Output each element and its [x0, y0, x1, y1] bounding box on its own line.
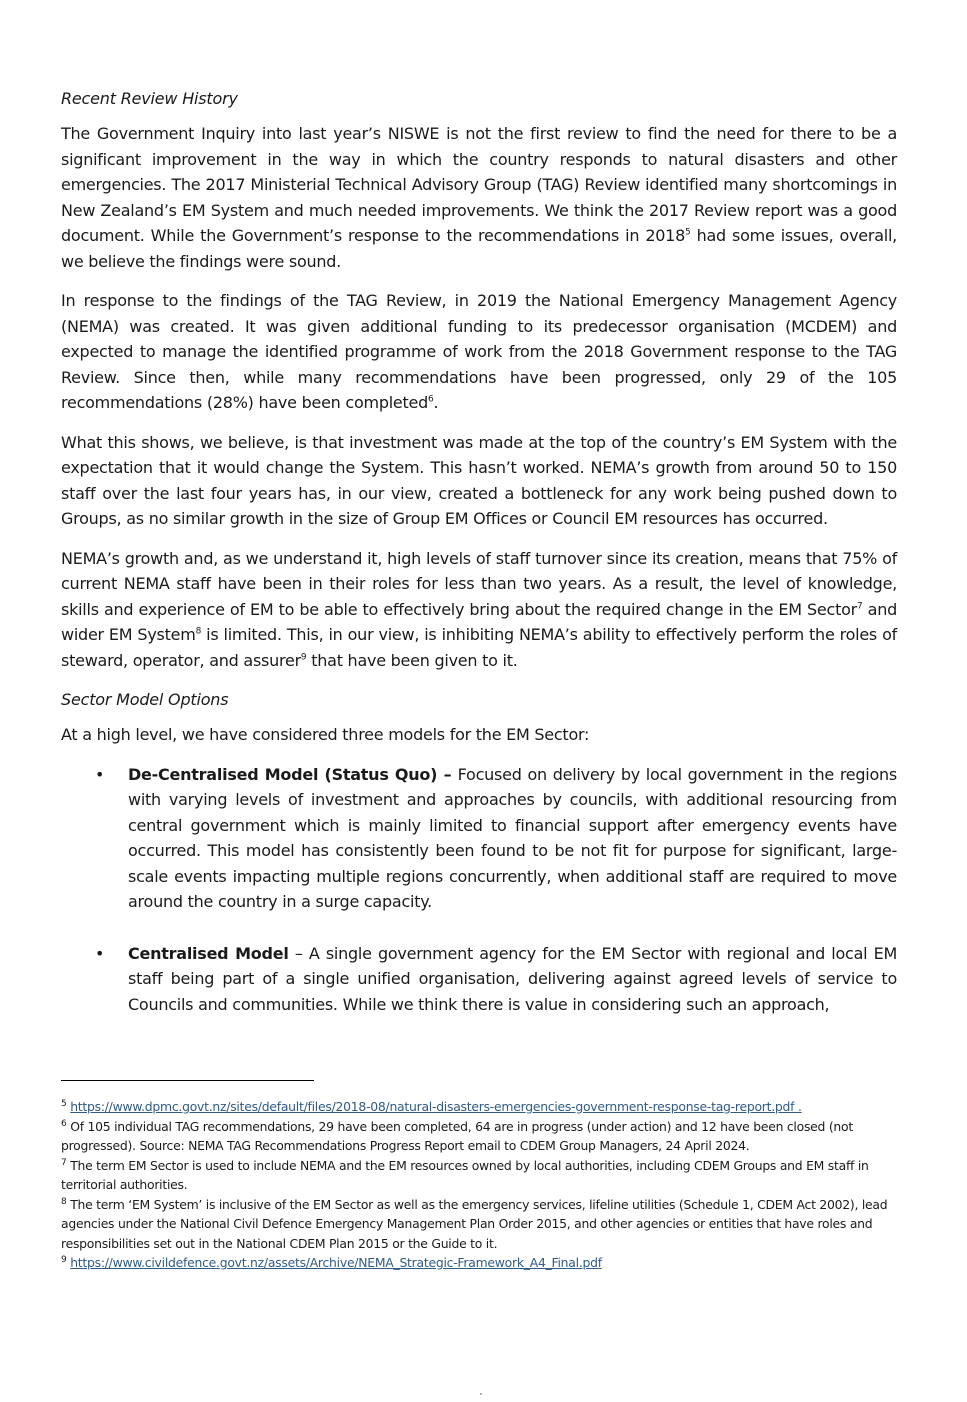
footnote-ref-7[interactable]: 7 [856, 601, 863, 612]
footnote-9: $^9$ https://www.civildefence.govt.nz/assets/Archive/NEMA_Strategic-Framework_A4_Final.pdf [61, 1254, 602, 1270]
footnote-link-civildefence[interactable]: https://www.civildefence.govt.nz/assets/Archive/NEMA_Strategic-Framework_A4_Final.pdf [70, 1255, 602, 1270]
footnote-separator [61, 1080, 314, 1081]
section-heading-sector-models: Sector Model Options [61, 690, 229, 709]
model-title: Centralised Model [128, 943, 289, 963]
bullet-icon: • [95, 943, 105, 963]
footnote-ref-5[interactable]: 5 [685, 227, 691, 238]
section-heading-recent-review: Recent Review History [61, 89, 238, 108]
model-description: Focused on delivery by local government in the regions with varying levels of investment and approaches by councils, with additional resourcing from central government which is mainly limited to financial support after emergency events have occurred. This model has consistently been found to be not fit for purpose for significant, large-scale events impacting multiple regions concurrently, when additional staff are required to move around the country in a surge capacity. [128, 764, 898, 911]
paragraph-nema-created: In response to the findings of the TAG Review, in 2019 the National Emergency Management Agency (NEMA) was created. It was given additional funding to its predecessor organisation (MCDEM) and expected to manage the identified programme of work from the 2018 Government response to the TAG Review. Since then, while many recommendations have been progressed, only 29 of the 105 recommendations (28%) have been completed$^6$. [61, 291, 897, 412]
paragraph-nema-growth: NEMA’s growth and, as we understand it, high levels of staff turnover since its creation, means that 75% of current NEMA staff have been in their roles for less than two years. As a result, the level of knowledge, skills and experience of EM to be able to effectively bring about the required change in the EM Sector$^7$ and wider EM System$^8$ is limited. This, in our view, is inhibiting NEMA’s ability to effectively perform the roles of steward, operator, and assurer$^9$ that have been given to it. [61, 548, 898, 670]
page-marker [480, 1393, 482, 1395]
model-title: De-Centralised Model (Status Quo) [128, 764, 438, 784]
document-body [61, 86, 897, 1017]
model-description: A single government agency for the EM Sector with regional and local EM staff being part of a single unified organisation, delivering against agreed levels of service to Councils and communities. While we think there is value in considering such an approach, [128, 943, 898, 1014]
models-list [61, 762, 897, 1018]
footnote-link-dpmc[interactable]: https://www.dpmc.govt.nz/sites/default/files/2018-08/natural-disasters-emergencies-government-response-tag-report.pdf . [70, 1099, 802, 1114]
paragraph-government-inquiry: The Government Inquiry into last year’s NISWE is not the first review to find the need for there to be a significant improvement in the way in which the country responds to natural disasters and other emergencies. The 2017 Ministerial Technical Advisory Group (TAG) Review identified many shortcomings in New Zealand’s EM System and much needed improvements. We think the 2017 Review report was a good document. While the Government’s response to the recommendations in 2018$^5$ had some issues, overall, we believe the findings were sound. [61, 124, 898, 271]
list-item-decentralised-model: • De-Centralised Model (Status Quo) – Focused on delivery by local government in the regions with varying levels of investment and approaches by councils, with additional resourcing from central government which is mainly limited to financial support after emergency events have occurred. This model has consistently been found to be not fit for purpose for significant, large-scale events impacting multiple regions concurrently, when additional staff are required to move around the country in a surge capacity. [61, 762, 897, 915]
footnote-ref-8[interactable]: 8 [195, 626, 202, 637]
footnote-ref-6[interactable]: 6 [428, 394, 434, 405]
footnote-7: $^7$ The term EM Sector is used to include NEMA and the EM resources owned by local authorities, including CDEM Groups and EM staff in territorial authorities. [61, 1157, 869, 1192]
paragraph-investment: What this shows, we believe, is that investment was made at the top of the country’s EM System with the expectation that it would change the System. This hasn’t worked. NEMA’s growth from around 50 to 150 staff over the last four years has, in our view, created a bottleneck for any work being pushed down to Groups, as no similar growth in the size of Group EM Offices or Council EM resources has occurred. [61, 432, 897, 528]
paragraph-models-intro: At a high level, we have considered three models for the EM Sector: [61, 725, 590, 744]
footnote-ref-9[interactable]: 9 [300, 652, 307, 663]
footnote-5: $^5$ https://www.dpmc.govt.nz/sites/default/files/2018-08/natural-disasters-emergencies-government-response-tag-report.pdf . [61, 1098, 802, 1114]
footnote-6: $^6$ Of 105 individual TAG recommendations, 29 have been completed, 64 are in progress (under action) and 12 have been closed (not progressed). Source: NEMA TAG Recommendations Progress Report email to CDEM Group Managers, 24 April 2024. [61, 1118, 853, 1153]
bullet-icon: • [95, 764, 105, 784]
footnotes [61, 1097, 897, 1273]
footnote-8: $^8$ The term ‘EM System’ is inclusive of the EM Sector as well as the emergency services, lifeline utilities (Schedule 1, CDEM Act 2002), lead agencies under the National Civil Defence Emergency Management Plan Order 2015, and other agencies or entities that have roles and responsibilities set out in the National CDEM Plan 2015 or the Guide to it. [61, 1196, 888, 1251]
list-item-centralised-model: • Centralised Model – A single government agency for the EM Sector with regional and local EM staff being part of a single unified organisation, delivering against agreed levels of service to Councils and communities. While we think there is value in considering such an approach, [61, 941, 897, 1018]
